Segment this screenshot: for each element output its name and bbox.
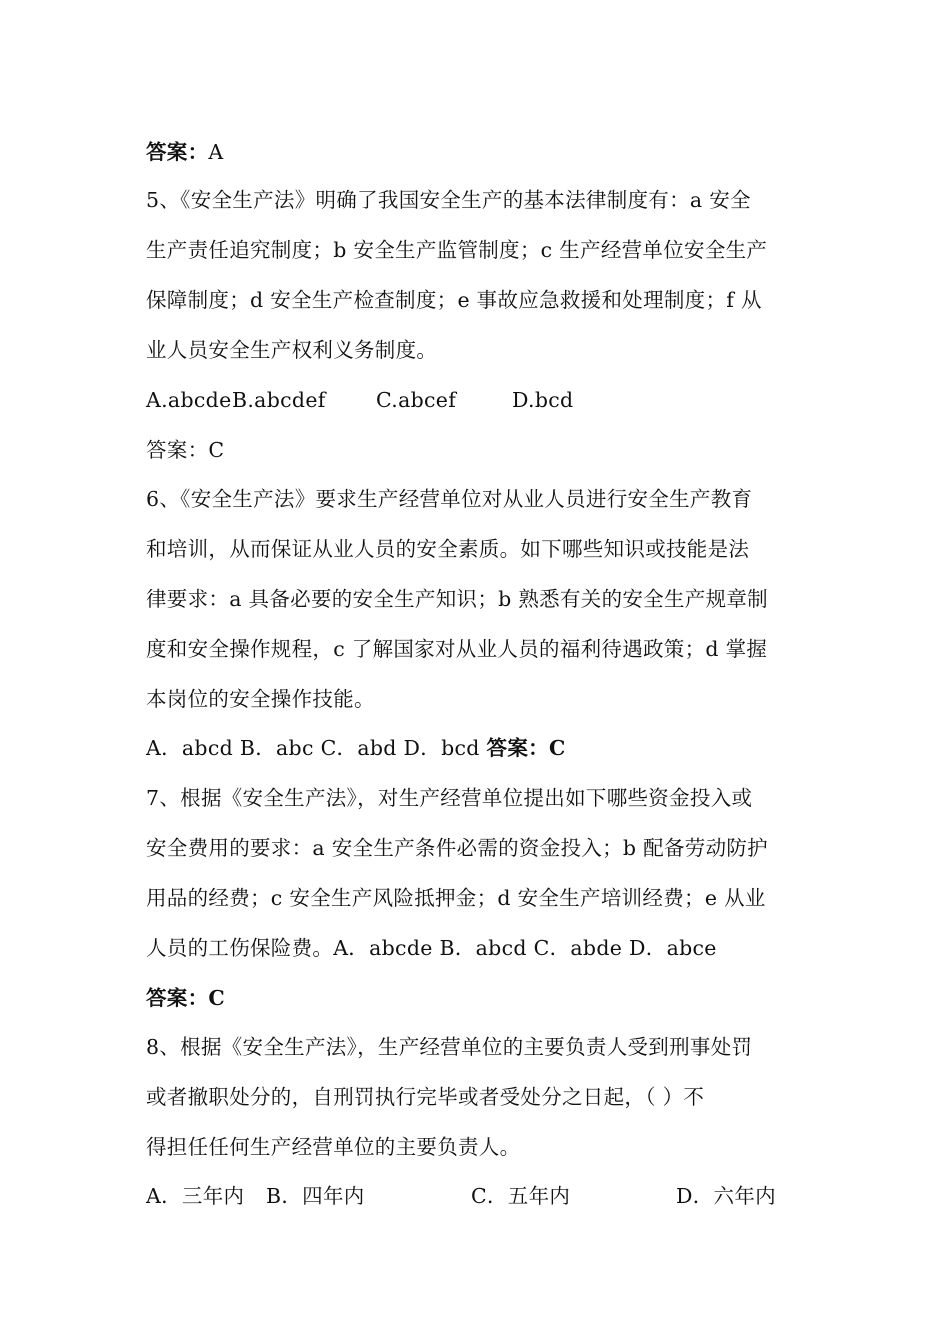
- answer-line-7: 答案：C: [146, 986, 226, 1010]
- question-6-line-3: 律要求：a 具备必要的安全生产知识；b 熟悉有关的安全生产规章制: [146, 587, 768, 611]
- question-5-line-3: 保障制度；d 安全生产检查制度；e 事故应急救援和处理制度；f 从: [146, 288, 762, 312]
- question-7-line-3: 用品的经费；c 安全生产风险抵押金；d 安全生产培训经费；e 从业: [146, 886, 766, 910]
- question-5-line-4: 业人员安全生产权利义务制度。: [146, 338, 438, 362]
- question-7-line-2: 安全费用的要求：a 安全生产条件必需的资金投入；b 配备劳动防护: [146, 836, 768, 860]
- question-8-line-2: 或者撤职处分的，自刑罚执行完毕或者受处分之日起，（ ）不: [146, 1085, 705, 1109]
- question-5-line-2: 生产责任追究制度；b 安全生产监管制度；c 生产经营单位安全生产: [146, 238, 768, 262]
- question-5-line-1: 5、《安全生产法》明确了我国安全生产的基本法律制度有：a 安全: [146, 188, 751, 212]
- answer-line-5: 答案：C: [146, 438, 225, 462]
- answer-label: 答案：: [146, 140, 209, 164]
- question-6-line-1: 6、《安全生产法》要求生产经营单位对从业人员进行安全生产教育: [146, 487, 753, 511]
- question-8-options: [146, 1182, 810, 1210]
- option-a: A．三年内: [146, 1184, 245, 1208]
- question-5-options: [146, 386, 810, 414]
- question-6-line-4: 度和安全操作规程，c 了解国家对从业人员的福利待遇政策；d 掌握: [146, 637, 768, 661]
- options-text: A．abcd B．abc C．abd D．bcd: [146, 736, 480, 760]
- answer-inline: 答案：C: [486, 736, 566, 760]
- option-c: C.abcef: [376, 388, 457, 412]
- option-d: D．六年内: [676, 1184, 776, 1208]
- option-d: D.bcd: [512, 388, 574, 412]
- answer-value: A: [208, 140, 224, 164]
- question-6-line-5: 本岗位的安全操作技能。: [146, 687, 375, 711]
- option-c: C．五年内: [471, 1184, 571, 1208]
- option-b: B.abcdef: [232, 388, 326, 412]
- question-6-options: [146, 734, 810, 762]
- question-8-line-3: 得担任任何生产经营单位的主要负责人。: [146, 1135, 521, 1159]
- option-b: B．四年内: [266, 1184, 365, 1208]
- answer-line-4: [146, 138, 810, 166]
- question-6-line-2: 和培训，从而保证从业人员的安全素质。如下哪些知识或技能是法: [146, 537, 750, 561]
- option-a: A.abcde: [146, 388, 232, 412]
- question-7-line-4: 人员的工伤保险费。A．abcde B．abcd C．abde D．abce: [146, 936, 717, 960]
- question-7-line-1: 7、根据《安全生产法》，对生产经营单位提出如下哪些资金投入或: [146, 786, 753, 810]
- question-8-line-1: 8、根据《安全生产法》，生产经营单位的主要负责人受到刑事处罚: [146, 1035, 753, 1059]
